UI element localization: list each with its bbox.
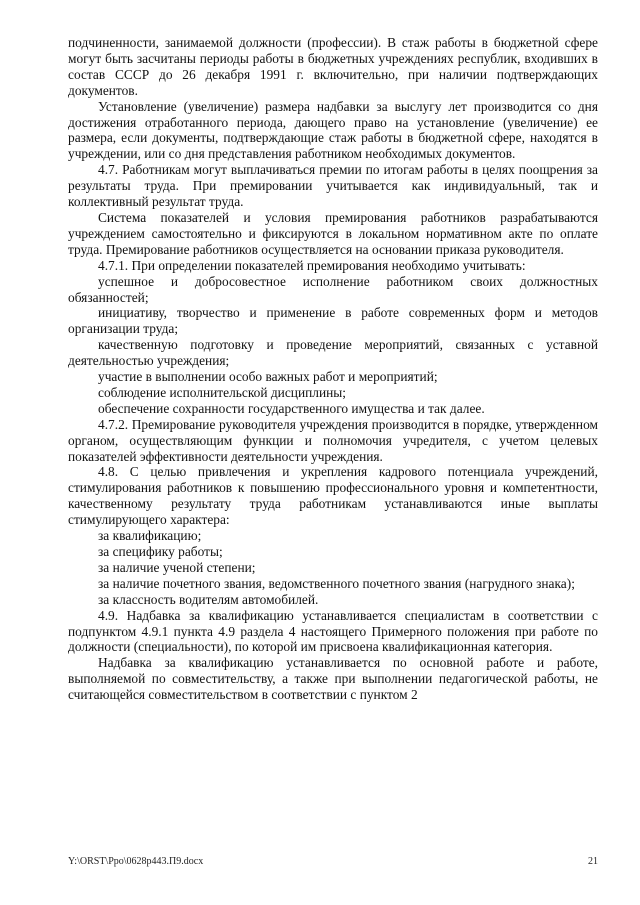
paragraph-11: обеспечение сохранности государственного имущества и так далее. (98, 400, 485, 416)
paragraph-3: 4.7. Работникам могут выплачиваться премии по итогам работы в целях поощрения за результаты труда. При премировании учитывается как индивидуальный, так и коллективный результат труда. (68, 162, 598, 210)
paragraph-18: за классность водителям автомобилей. (98, 591, 319, 607)
paragraph-17: за наличие почетного звания, ведомственного почетного звания (нагрудного знака); (98, 575, 575, 591)
paragraph-2: Установление (увеличение) размера надбавки за выслугу лет производится со дня достижения отработанного периода, дающего право на установление (увеличение) ее размера, если документы, подтверждающие стаж работы в бюджетной сфере, находятся в учреждении, или со дня представления работником необходимых документов. (68, 98, 598, 162)
document-body (68, 35, 598, 703)
paragraph-6: успешное и добросовестное исполнение работником своих должностных обязанностей; (68, 273, 598, 305)
paragraph-15: за специфику работы; (98, 544, 223, 559)
page-number: 21 (588, 856, 598, 867)
paragraph-4: Система показателей и условия премирования работников разрабатываются учреждением самостоятельно и фиксируются в локальном нормативном акте по оплате труда. Премирование работников осуществляется на основании приказа руководителя. (68, 209, 598, 257)
paragraph-1: подчиненности, занимаемой должности (профессии). В стаж работы в бюджетной сфере могут быть засчитаны периоды работы в бюджетных учреждениях республик, входивших в состав СССР до 26 декабря 1991 г. включительно, при наличии подтверждающих документов. (68, 35, 598, 98)
paragraph-20: Надбавка за квалификацию устанавливается по основной работе и работе, выполняемой по совместительству, а также при выполнении педагогической работы, не считающейся совместительством в соответствии с пунктом 2 (68, 655, 598, 703)
paragraph-9: участие в выполнении особо важных работ и мероприятий; (98, 369, 438, 385)
paragraph-10: соблюдение исполнительской дисциплины; (98, 384, 347, 400)
paragraph-5: 4.7.1. При определении показателей премирования необходимо учитывать: (98, 257, 526, 273)
paragraph-7: инициативу, творчество и применение в работе современных форм и методов организации труда; (68, 305, 598, 337)
paragraph-16: за наличие ученой степени; (98, 559, 256, 575)
paragraph-14: за квалификацию; (98, 528, 202, 544)
paragraph-12: 4.7.2. Премирование руководителя учреждения производится в порядке, утвержденном органом, осуществляющим функции и полномочия учредителя, с учетом целевых показателей эффективности деятельности учреждения. (68, 416, 598, 464)
paragraph-8: качественную подготовку и проведение мероприятий, связанных с уставной деятельностью учреждения; (68, 337, 598, 369)
paragraph-19: 4.9. Надбавка за квалификацию устанавливается специалистам в соответствии с подпунктом 4.9.1 пункта 4.9 раздела 4 настоящего Примерного положения при работе по должности (специальности), по которой им присвоена квалификационная категория. (68, 607, 598, 655)
paragraph-13: 4.8. С целью привлечения и укрепления кадрового потенциала учреждений, стимулирования работников к повышению профессионального уровня и компетентности, качественному результату труда работникам устанавливаются иные выплаты стимулирующего характера: (68, 464, 598, 528)
footer-file-path: Y:\ORST\Ppo\0628p443.П9.docx (68, 856, 204, 867)
